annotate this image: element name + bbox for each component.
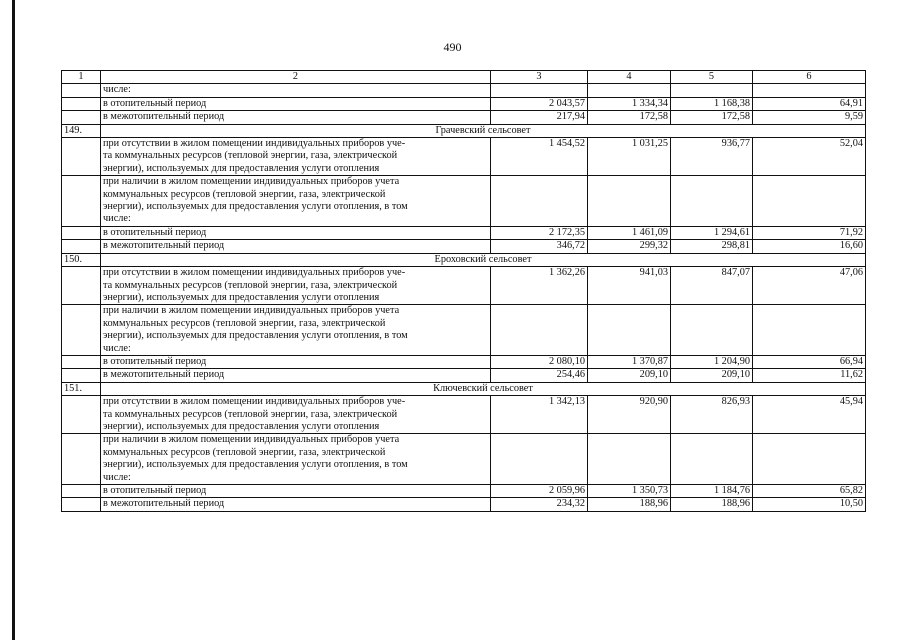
value-cell (671, 434, 753, 485)
value-cell: 1 204,90 (671, 355, 753, 368)
section-number: 151. (62, 382, 101, 395)
value-cell (671, 84, 753, 97)
value-cell: 2 080,10 (491, 355, 588, 368)
row-number-cell (62, 138, 101, 176)
value-cell: 172,58 (671, 111, 753, 124)
table-row (62, 97, 866, 110)
table-row (62, 138, 866, 176)
description-cell: в межотопительный период (101, 240, 491, 253)
page-number: 490 (443, 40, 462, 54)
description-cell: в отопительный период (101, 355, 491, 368)
description-cell: при наличии в жилом помещении индивидуальных приборов учета коммунальных ресурсов (тепловой энергии, газа, электрической энергии), используемых для предоставления услуги отопления, в том числе: (101, 305, 491, 356)
value-cell: 2 043,57 (491, 97, 588, 110)
value-cell: 2 172,35 (491, 226, 588, 239)
value-cell: 1 350,73 (588, 485, 671, 498)
tariff-table (61, 70, 866, 512)
description-cell: в отопительный период (101, 97, 491, 110)
value-cell: 298,81 (671, 240, 753, 253)
value-cell: 1 294,61 (671, 226, 753, 239)
value-cell: 209,10 (588, 369, 671, 382)
value-cell: 64,91 (753, 97, 866, 110)
value-cell (588, 434, 671, 485)
row-number-cell (62, 267, 101, 305)
value-cell: 1 342,13 (491, 396, 588, 434)
table-row (62, 240, 866, 253)
row-number-cell (62, 485, 101, 498)
section-title: Ероховский сельсовет (101, 253, 866, 266)
section-number: 149. (62, 124, 101, 137)
row-number-cell (62, 355, 101, 368)
value-cell: 299,32 (588, 240, 671, 253)
value-cell: 1 454,52 (491, 138, 588, 176)
row-number-cell (62, 396, 101, 434)
value-cell: 254,46 (491, 369, 588, 382)
description-cell: при отсутствии в жилом помещении индивидуальных приборов уче- та коммунальных ресурсов (тепловой энергии, газа, электрической энергии), используемых для предоставления услуги отопления (101, 396, 491, 434)
value-cell: 172,58 (588, 111, 671, 124)
value-cell: 65,82 (753, 485, 866, 498)
value-cell: 936,77 (671, 138, 753, 176)
row-number-cell (62, 111, 101, 124)
row-number-cell (62, 369, 101, 382)
value-cell: 1 168,38 (671, 97, 753, 110)
section-number: 150. (62, 253, 101, 266)
table-row (62, 498, 866, 511)
table-row (62, 84, 866, 97)
table-row (62, 369, 866, 382)
value-cell: 66,94 (753, 355, 866, 368)
section-title: Грачевский сельсовет (101, 124, 866, 137)
table-row (62, 176, 866, 227)
table-row (62, 305, 866, 356)
value-cell: 1 334,34 (588, 97, 671, 110)
value-cell: 47,06 (753, 267, 866, 305)
row-number-cell (62, 226, 101, 239)
value-cell: 188,96 (671, 498, 753, 511)
value-cell (491, 305, 588, 356)
header-cell: 1 (62, 71, 101, 84)
description-cell: в отопительный период (101, 485, 491, 498)
table-row (62, 226, 866, 239)
row-number-cell (62, 434, 101, 485)
table-row (62, 434, 866, 485)
value-cell (588, 176, 671, 227)
scan-edge-bar (12, 0, 15, 640)
value-cell (491, 84, 588, 97)
value-cell: 209,10 (671, 369, 753, 382)
header-cell: 6 (753, 71, 866, 84)
table-row (62, 267, 866, 305)
description-cell: числе: (101, 84, 491, 97)
section-title: Ключевский сельсовет (101, 382, 866, 395)
value-cell: 217,94 (491, 111, 588, 124)
row-number-cell (62, 84, 101, 97)
table-row (62, 485, 866, 498)
value-cell: 45,94 (753, 396, 866, 434)
value-cell: 188,96 (588, 498, 671, 511)
value-cell (671, 305, 753, 356)
value-cell (671, 176, 753, 227)
description-cell: в межотопительный период (101, 498, 491, 511)
value-cell (491, 434, 588, 485)
value-cell: 1 461,09 (588, 226, 671, 239)
value-cell: 346,72 (491, 240, 588, 253)
description-cell: в межотопительный период (101, 111, 491, 124)
section-row (62, 253, 866, 266)
value-cell: 847,07 (671, 267, 753, 305)
value-cell: 52,04 (753, 138, 866, 176)
description-cell: в межотопительный период (101, 369, 491, 382)
value-cell (588, 84, 671, 97)
row-number-cell (62, 305, 101, 356)
value-cell: 11,62 (753, 369, 866, 382)
row-number-cell (62, 97, 101, 110)
value-cell (753, 305, 866, 356)
value-cell: 1 362,26 (491, 267, 588, 305)
row-number-cell (62, 240, 101, 253)
value-cell (753, 84, 866, 97)
value-cell (588, 305, 671, 356)
value-cell: 826,93 (671, 396, 753, 434)
value-cell: 71,92 (753, 226, 866, 239)
section-row (62, 124, 866, 137)
description-cell: при отсутствии в жилом помещении индивидуальных приборов уче- та коммунальных ресурсов (тепловой энергии, газа, электрической энергии), используемых для предоставления услуги отопления (101, 267, 491, 305)
table-row (62, 355, 866, 368)
value-cell (753, 176, 866, 227)
value-cell: 1 370,87 (588, 355, 671, 368)
description-cell: при наличии в жилом помещении индивидуальных приборов учета коммунальных ресурсов (тепловой энергии, газа, электрической энергии), используемых для предоставления услуги отопления, в том числе: (101, 434, 491, 485)
header-cell: 4 (588, 71, 671, 84)
value-cell: 234,32 (491, 498, 588, 511)
value-cell: 16,60 (753, 240, 866, 253)
section-row (62, 382, 866, 395)
header-cell: 5 (671, 71, 753, 84)
value-cell (753, 434, 866, 485)
value-cell (491, 176, 588, 227)
value-cell: 9,59 (753, 111, 866, 124)
description-cell: при отсутствии в жилом помещении индивидуальных приборов уче- та коммунальных ресурсов (тепловой энергии, газа, электрической энергии), используемых для предоставления услуги отопления (101, 138, 491, 176)
description-cell: в отопительный период (101, 226, 491, 239)
table-row (62, 396, 866, 434)
row-number-cell (62, 498, 101, 511)
value-cell: 2 059,96 (491, 485, 588, 498)
row-number-cell (62, 176, 101, 227)
value-cell: 941,03 (588, 267, 671, 305)
value-cell: 920,90 (588, 396, 671, 434)
value-cell: 10,50 (753, 498, 866, 511)
value-cell: 1 031,25 (588, 138, 671, 176)
header-cell: 2 (101, 71, 491, 84)
description-cell: при наличии в жилом помещении индивидуальных приборов учета коммунальных ресурсов (тепловой энергии, газа, электрической энергии), используемых для предоставления услуги отопления, в том числе: (101, 176, 491, 227)
header-row (62, 71, 866, 84)
table-row (62, 111, 866, 124)
value-cell: 1 184,76 (671, 485, 753, 498)
header-cell: 3 (491, 71, 588, 84)
